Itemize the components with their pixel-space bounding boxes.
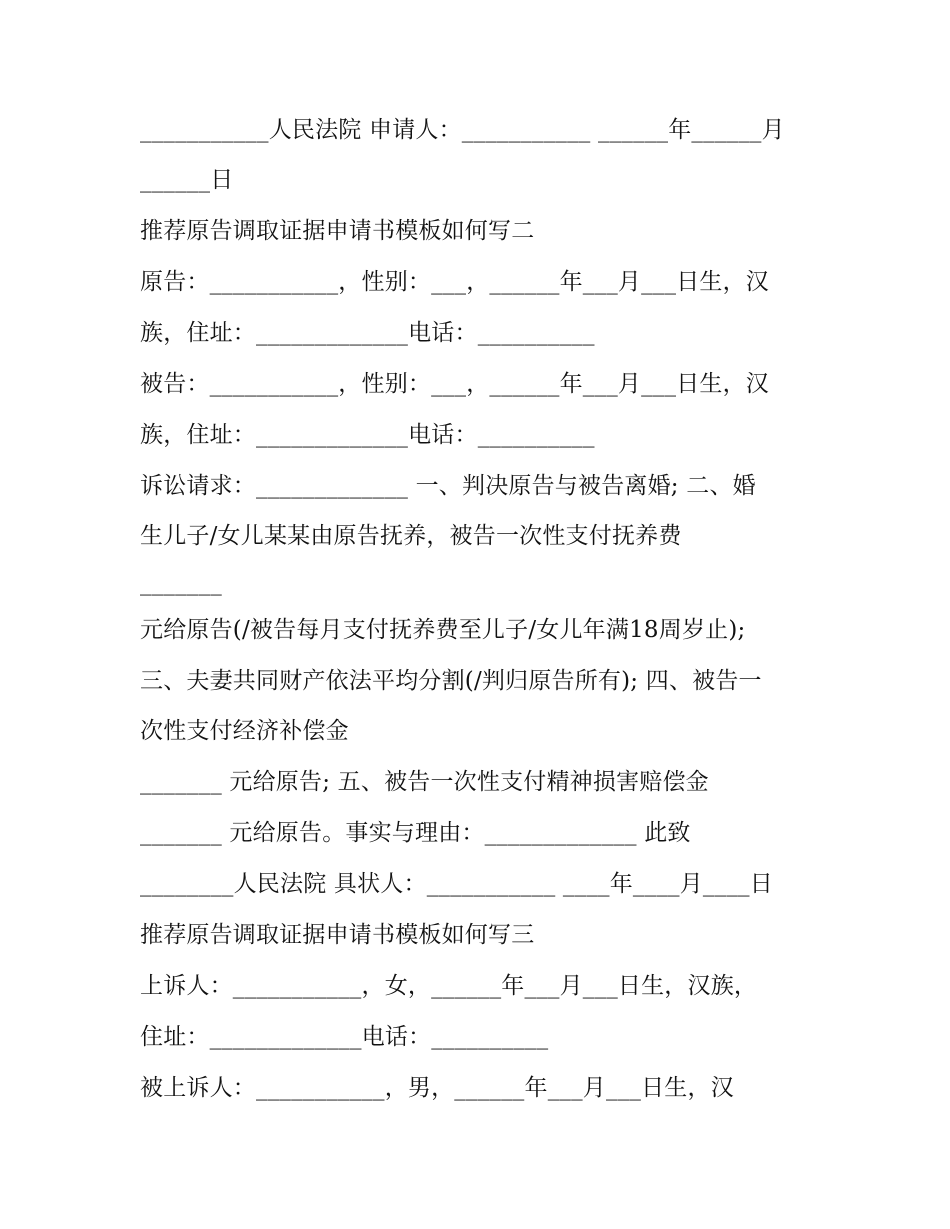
text-line: 次性支付经济补偿金 — [140, 718, 349, 744]
text-line: _______ 元给原告; 五、被告一次性支付精神损害赔偿金 — [140, 769, 709, 795]
text-line: 原告：___________，性别：___，______年___月___日生，汉 — [140, 269, 769, 295]
text-line: 生儿子/女儿某某由原告抚养，被告一次性支付抚养费 — [140, 523, 682, 549]
section-heading: 推荐原告调取证据申请书模板如何写二 — [140, 218, 535, 244]
text-line: 被上诉人：___________，男，______年___月___日生，汉 — [140, 1075, 734, 1101]
text-line: 住址：_____________电话：__________ — [140, 1024, 549, 1050]
text-line: _______ 元给原告。事实与理由：_____________ 此致 — [140, 820, 691, 846]
section-heading: 推荐原告调取证据申请书模板如何写三 — [140, 922, 535, 948]
text-line: 元给原告(/被告每月支付抚养费至儿子/女儿年满18周岁止); — [140, 617, 746, 643]
text-line: 族，住址：_____________电话：__________ — [140, 320, 595, 346]
text-line: 被告：___________，性别：___，______年___月___日生，汉 — [140, 371, 769, 397]
text-line: 诉讼请求：_____________ 一、判决原告与被告离婚; 二、婚 — [140, 473, 756, 499]
text-line: 上诉人：___________，女，______年___月___日生，汉族， — [140, 973, 758, 999]
text-line: 三、夫妻共同财产依法平均分割(/判归原告所有); 四、被告一 — [140, 668, 762, 694]
text-line: _______ — [140, 570, 222, 596]
text-line: ________人民法院 具状人：___________ ____年____月____日 — [140, 871, 773, 897]
text-line: ______日 — [140, 167, 234, 193]
text-line: 族，住址：_____________电话：__________ — [140, 422, 595, 448]
text-line: ___________人民法院 申请人：___________ ______年______月 — [140, 117, 785, 143]
